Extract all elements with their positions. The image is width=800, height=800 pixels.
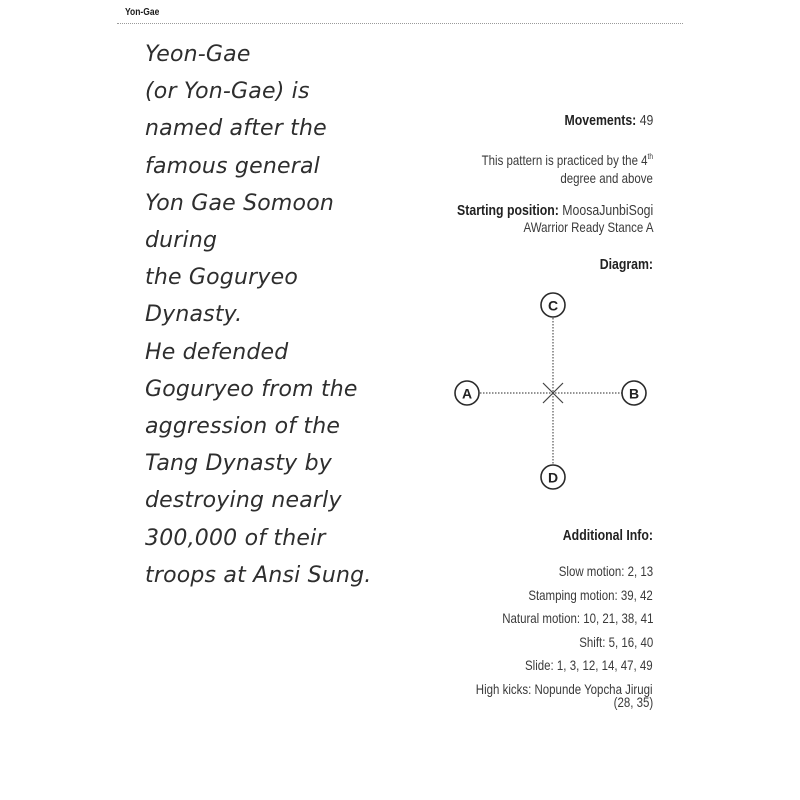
info-item-stamping-motion: Stamping motion: 39, 42 bbox=[528, 586, 653, 603]
svg-text:C: C bbox=[547, 297, 559, 314]
additional-info-heading bbox=[393, 527, 653, 544]
pattern-description bbox=[145, 36, 405, 594]
starting-position-value: MoosaJunbiSogi bbox=[562, 202, 653, 219]
starting-position-label: Starting position: bbox=[456, 202, 559, 219]
description-line: famous general bbox=[145, 153, 320, 179]
description-line: aggression of the bbox=[145, 414, 341, 440]
diagram-heading bbox=[393, 256, 653, 273]
practiced-text-line2: degree and above bbox=[560, 170, 653, 186]
description-line: 300,000 of their bbox=[145, 525, 326, 551]
info-item-high-kicks-moves: (28, 35) bbox=[613, 694, 653, 710]
description-line: troops at Ansi Sung. bbox=[145, 562, 372, 588]
info-item-slow-motion: Slow motion: 2, 13 bbox=[558, 563, 653, 579]
point-a bbox=[455, 381, 479, 405]
info-item-natural-motion: Natural motion: 10, 21, 38, 41 bbox=[501, 610, 653, 626]
svg-text:B: B bbox=[628, 385, 640, 402]
header-title: Yon-Gae bbox=[125, 7, 160, 18]
description-line: Goguryeo from the bbox=[145, 376, 358, 402]
description-line: He defended bbox=[145, 339, 289, 365]
description-line: the Goguryeo bbox=[145, 265, 298, 291]
description-line: (or Yon-Gae) is bbox=[145, 79, 310, 105]
info-item-high-kicks: High kicks: Nopunde Yopcha Jirugi bbox=[476, 680, 653, 697]
practiced-text: This pattern is practiced by the 4 bbox=[481, 152, 648, 168]
description-line: Tang Dynasty by bbox=[145, 451, 332, 477]
svg-text:A: A bbox=[461, 385, 473, 402]
starting-position-info bbox=[393, 202, 653, 236]
ordinal-suffix: th bbox=[647, 152, 653, 161]
diagram-label: Diagram: bbox=[599, 256, 653, 273]
point-d bbox=[541, 465, 565, 489]
additional-info-list bbox=[393, 560, 653, 709]
description-line: Yeon-Gae bbox=[145, 42, 251, 67]
pattern-diagram bbox=[448, 285, 668, 505]
additional-info-label: Additional Info: bbox=[562, 527, 653, 544]
point-c bbox=[541, 293, 565, 317]
description-line: destroying nearly bbox=[145, 488, 342, 514]
movements-info bbox=[393, 112, 653, 129]
description-line: during bbox=[145, 228, 218, 254]
movements-label: Movements: bbox=[564, 112, 636, 129]
description-line: named after the bbox=[145, 116, 327, 142]
point-b bbox=[622, 381, 646, 405]
info-item-slide: Slide: 1, 3, 12, 14, 47, 49 bbox=[525, 657, 653, 673]
info-item-shift: Shift: 5, 16, 40 bbox=[578, 633, 653, 650]
header-divider bbox=[117, 23, 683, 24]
practiced-info bbox=[393, 148, 653, 187]
description-line: Dynasty. bbox=[145, 302, 243, 328]
svg-text:D: D bbox=[547, 469, 559, 486]
starting-position-translation: AWarrior Ready Stance A bbox=[523, 219, 653, 235]
description-line: Yon Gae Somoon bbox=[145, 190, 334, 216]
movements-value: 49 bbox=[639, 112, 653, 129]
